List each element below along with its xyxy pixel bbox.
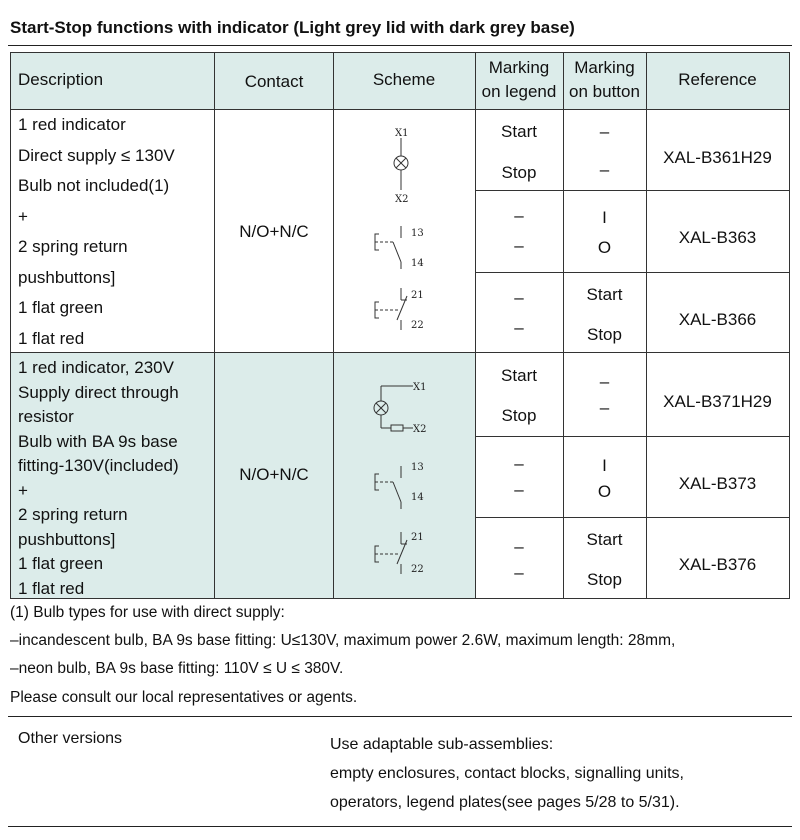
other-versions-text: Use adaptable sub-assemblies: empty enclosures, contact blocks, signalling units, operators, legend plates(see pages 5/28 to 5/31).	[330, 736, 684, 811]
button-marking: –	[599, 122, 610, 141]
legend-marking: –	[514, 318, 524, 337]
legend-marking: –	[514, 563, 524, 582]
header-marking-legend: Marking on legend	[481, 58, 557, 101]
legend-marking: –	[514, 236, 524, 255]
button-marking: I	[602, 208, 607, 227]
footnote: (1) Bulb types for use with direct supply:	[10, 604, 285, 621]
button-marking: Stop	[587, 570, 622, 589]
footnote-neon: –neon bulb, BA 9s base fitting: 110V ≤ U ≤ 380V.	[10, 660, 344, 677]
button-marking: I	[602, 456, 607, 475]
header-contact: Contact	[244, 72, 304, 91]
svg-text:X2: X2	[413, 424, 427, 435]
header-scheme: Scheme	[372, 70, 436, 89]
nc-contact-symbol	[375, 532, 424, 575]
svg-text:13: 13	[411, 228, 424, 239]
legend-marking: Stop	[501, 406, 537, 425]
legend-marking: Stop	[501, 163, 537, 182]
nc-contact-symbol	[375, 288, 424, 331]
group2-contact: N/O+N/C	[239, 465, 309, 484]
indicator-lamp-symbol	[394, 128, 408, 205]
svg-text:21: 21	[411, 290, 424, 301]
reference: XAL-B373	[678, 474, 757, 493]
button-marking: Start	[586, 285, 623, 304]
header-reference: Reference	[678, 70, 757, 89]
other-versions-label: Other versions	[18, 730, 123, 747]
svg-text:14: 14	[411, 492, 424, 503]
legend-marking: –	[514, 288, 524, 307]
svg-text:X2: X2	[395, 194, 409, 205]
reference: XAL-B376	[678, 555, 757, 574]
indicator-resistor-symbol	[374, 382, 426, 435]
svg-text:22: 22	[411, 320, 424, 331]
reference: XAL-B361H29	[663, 148, 772, 167]
button-marking: O	[597, 238, 612, 257]
consult-note: Please consult our local representatives or agents.	[10, 689, 358, 706]
legend-marking: Start	[501, 122, 537, 141]
header-marking-button: Marking on button	[569, 58, 640, 101]
group1-contact: N/O+N/C	[239, 222, 309, 241]
group2-description: 1 red indicator, 230V Supply direct through resistor Bulb with BA 9s base fitting-130V(included) + 2 spring return pushbuttons] 1 flat green 1 flat red	[18, 358, 179, 598]
button-marking: Stop	[587, 325, 622, 344]
no-contact-symbol	[375, 462, 424, 509]
svg-text:X1: X1	[413, 382, 427, 393]
bottom-rule	[8, 826, 792, 827]
legend-marking: –	[514, 480, 524, 499]
reference: XAL-B366	[678, 310, 757, 329]
no-contact-symbol	[375, 226, 424, 269]
group1-description: 1 red indicator Direct supply ≤ 130V Bulb not included(1) + 2 spring return pushbuttons] 1 flat green 1 flat red	[18, 115, 175, 348]
reference: XAL-B371H29	[663, 392, 772, 411]
svg-text:X1: X1	[395, 128, 409, 139]
svg-text:21: 21	[411, 532, 424, 543]
header-description: Description	[18, 70, 104, 89]
legend-marking: –	[514, 206, 524, 225]
reference: XAL-B363	[678, 228, 757, 247]
svg-text:22: 22	[411, 564, 424, 575]
legend-marking: –	[514, 454, 524, 473]
legend-marking: Start	[501, 366, 537, 385]
button-marking: Start	[586, 530, 623, 549]
button-marking: O	[597, 482, 612, 501]
button-marking: –	[599, 160, 610, 179]
page-title: Start-Stop functions with indicator (Light grey lid with dark grey base)	[10, 18, 575, 37]
svg-text:13: 13	[411, 462, 424, 473]
button-marking: –	[599, 398, 610, 417]
legend-marking: –	[514, 537, 524, 556]
button-marking: –	[599, 372, 610, 391]
footnote-incandescent: –incandescent bulb, BA 9s base fitting: U≤130V, maximum power 2.6W, maximum length: 28mm,	[10, 632, 676, 649]
group1-scheme	[355, 122, 455, 344]
title-rule	[8, 45, 792, 46]
group2-scheme	[355, 372, 465, 592]
svg-text:14: 14	[411, 258, 424, 269]
other-versions-top-rule	[8, 716, 792, 717]
